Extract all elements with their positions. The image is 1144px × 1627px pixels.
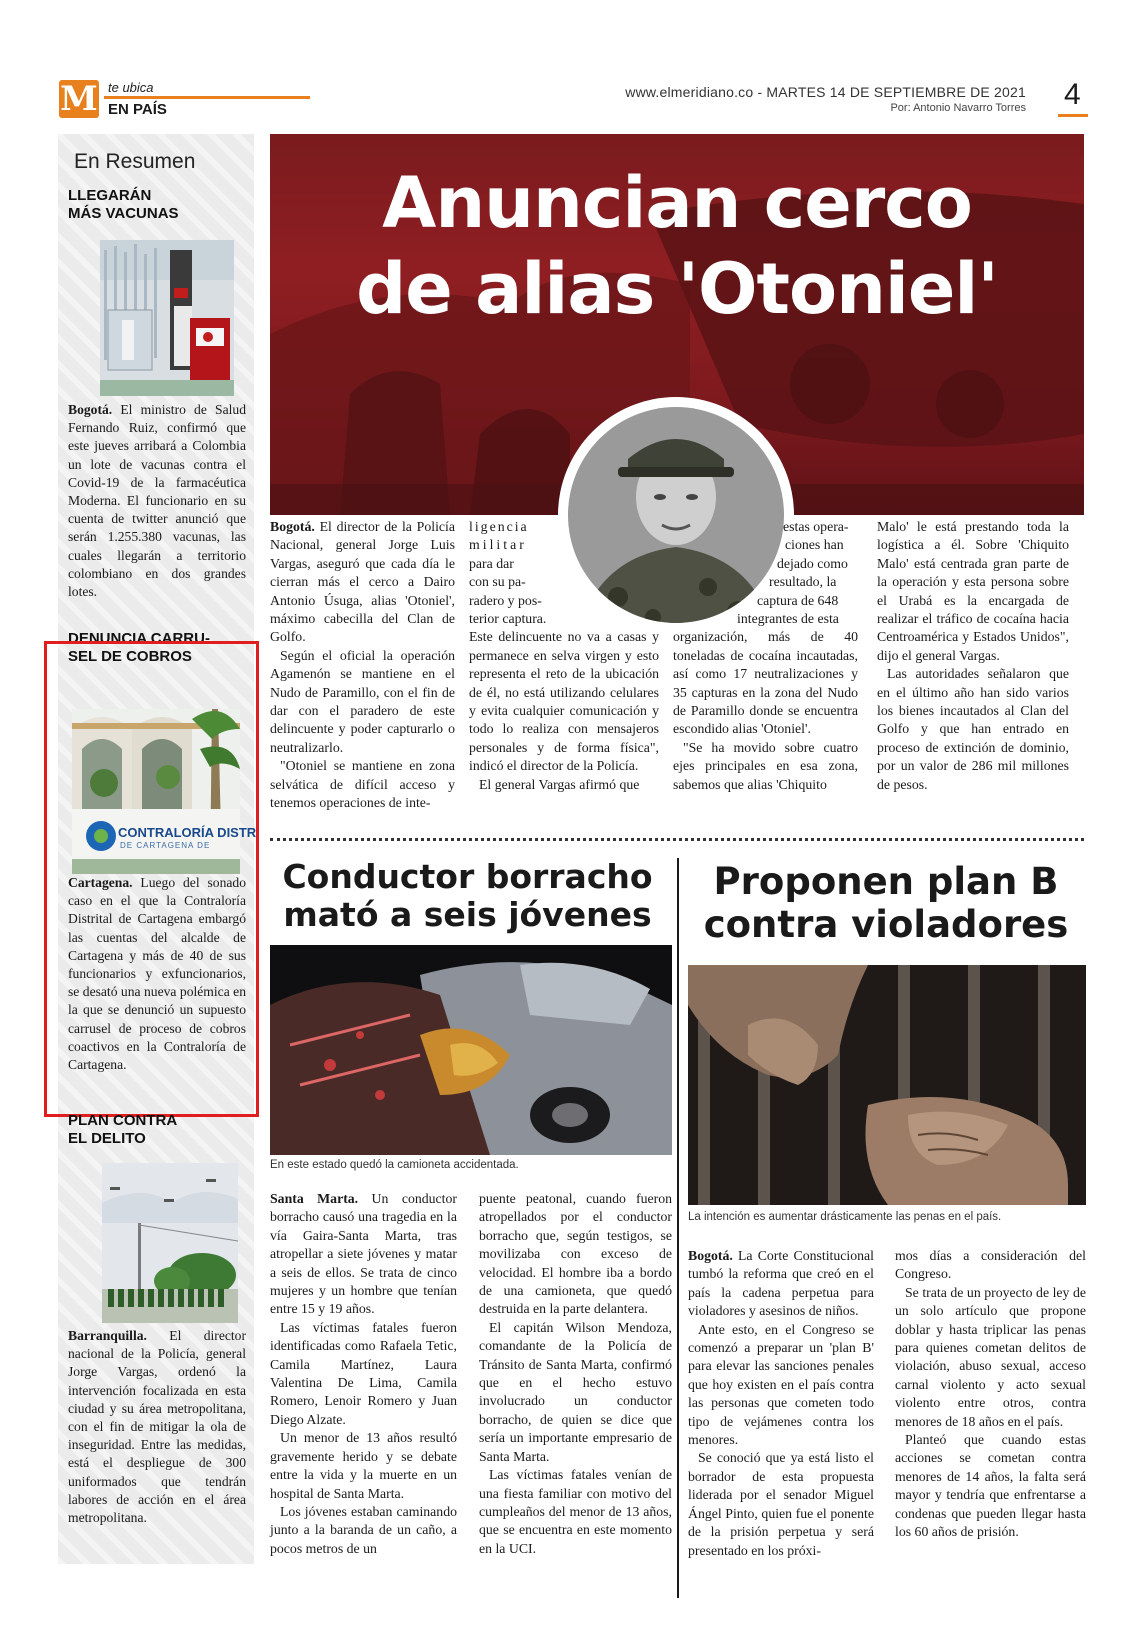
wrap-line: integrantes de esta xyxy=(737,611,839,627)
headline-line: Conductor borracho xyxy=(282,857,653,896)
heading-line: PLAN CONTRA xyxy=(68,1112,178,1129)
wrap-lines xyxy=(783,518,858,536)
paragraph: Este delincuente no va a casas y permanece en selva virgen y esto representa el reto de la ubicación de él, no está utilizando celulares y evita cualquier comunicación y todo lo realiza con mensajeros personales y de forma física", indicó el director de la Policía. xyxy=(469,629,659,774)
body-text: Un conductor borracho causó una tragedia en la vía Gaira-Santa Marta, tras atropellar a siete jóvenes y matar a seis de ellos. Se trata de cinco mujeres y un hombre que tenían entre 15 y 19 años. xyxy=(270,1191,457,1317)
paragraph: Un menor de 13 años resultó gravemente herido y se debate entre la vida y la muerte en un hospital de Santa Marta. xyxy=(270,1430,457,1501)
paragraph: Se trata de un proyecto de ley de un solo artículo que propone doblar y hasta triplicar las penas para quienes cometan delitos de violación, abuso sexual, acceso carnal violento y acto sexual violento entre otros, contra menores de 18 años en el país. xyxy=(895,1284,1086,1429)
section-name: EN PAÍS xyxy=(108,101,167,118)
conductor-column-1 xyxy=(270,1190,457,1558)
lead-column-3 xyxy=(673,518,858,794)
paragraph xyxy=(688,1247,874,1321)
highlight-frame xyxy=(44,641,259,1117)
paragraph: Según el oficial la operación Agamenón se mantiene en el Nudo de Paramillo, con el fin de dar con el paradero de este delincuente y poder capturarlo o neutralizarlo. xyxy=(270,647,455,755)
heading-line: LLEGARÁN xyxy=(68,187,152,204)
wrap-line: ciones han xyxy=(785,537,844,553)
paragraph: Los jóvenes estaban caminando junto a la baranda de un caño, a pocos metros de un xyxy=(270,1503,457,1556)
contraloria-sign-subtext: DE CARTAGENA DE xyxy=(120,841,211,850)
body-text: El director de la Policía Nacional, general Jorge Luis Vargas, aseguró que cada día le cierran más el cerco a Dairo Antonio Úsuga, alias 'Otoniel', máximo cabecilla del Clan de Golfo. xyxy=(270,519,455,645)
paragraph xyxy=(270,1190,457,1319)
wrap-lines xyxy=(469,518,557,628)
page-dateline: www.elmeridiano.co - MARTES 14 DE SEPTIEMBRE DE 2021 xyxy=(625,84,1026,100)
wrap-line: estas opera- xyxy=(783,519,849,534)
headline-line: contra violadores xyxy=(703,903,1069,946)
paragraph: Las víctimas fatales venían de una fiesta familiar con motivo del cumpleaños del menor de 13 años, que se encuentra en este momento en la UCI. xyxy=(479,1467,672,1556)
wrap-line: captura de 648 xyxy=(757,592,839,608)
heading-line: DENUNCIA CARRU- xyxy=(68,630,210,647)
paragraph: puente peatonal, cuando fueron atropellados por el conductor borracho que, según testigos, se movilizaba con exceso de velocidad. El hombre iba a bordo de una camioneta, que quedó destruida en la parte delantera. xyxy=(479,1191,672,1317)
crashed-truck-drawing xyxy=(270,945,672,1155)
heading-line: MÁS VACUNAS xyxy=(68,205,179,222)
violadores-column-2 xyxy=(895,1247,1086,1542)
story-headline-violadores xyxy=(686,860,1086,946)
hands-bars-photo xyxy=(688,965,1086,1205)
paragraph: El capitán Wilson Mendoza, comandante de la Policía de Tránsito de Santa Marta, confirmó que en el hecho estuvo involucrado un conductor borracho, de quien se dice que sería un importante empresario de Santa Marta. xyxy=(479,1319,672,1464)
wrap-line: resultado, la xyxy=(769,574,837,590)
heading-line: SEL DE COBROS xyxy=(68,648,192,665)
paragraph: Se conoció que ya está listo el borrador de esta propuesta liderada por el senador Miguel Ángel Pinto, quien fue el ponente de la prisión perpetua y será presentado en los próxi- xyxy=(688,1450,874,1558)
dateline: Bogotá. xyxy=(68,402,113,417)
paragraph: "Otoniel se mantiene en zona selvática de difícil acceso y tenemos operaciones de inte- xyxy=(270,758,455,811)
headline-line: Proponen plan B xyxy=(713,860,1059,903)
paragraph: El general Vargas afirmó que xyxy=(479,776,640,792)
dateline: Santa Marta. xyxy=(270,1191,359,1206)
section-divider xyxy=(270,838,1084,841)
sidebar-item-text-plan-delito xyxy=(68,1327,246,1527)
paragraph xyxy=(270,518,455,647)
lead-column-4 xyxy=(877,518,1069,794)
page-number: 4 xyxy=(1064,78,1081,111)
body-text: El ministro de Salud Fernando Ruiz, confirmó que este jueves arribará a Colombia un lote de vacunas contra el Covid-19 de la farmacéutica Moderna. El funcionario en su cuenta de twitter anunció que serán 1.255.380 vacunas, las cuales llegarán a territorio colombiano en dos grandes lotes. xyxy=(68,402,246,600)
body-text: Luego del sonado caso en el que la Contraloría Distrital de Cartagena embargó las cuentas del alcalde de Cartagena y más de 40 de sus funcionarios y exfuncionarios, se desató una nueva polémica en la que se denunció un supuesto carrusel de proceso de cobros coactivos en la Contraloría de Cartagena. xyxy=(68,875,246,1073)
crashed-truck-photo xyxy=(270,945,672,1155)
sidebar-item-heading-vacunas xyxy=(68,187,248,223)
police-deployment-photo xyxy=(102,1163,238,1323)
page-number-rule xyxy=(1058,114,1088,117)
sidebar-title: En Resumen xyxy=(74,150,196,173)
page-byline: Por: Antonio Navarro Torres xyxy=(890,102,1026,114)
body-text: El director nacional de la Policía, general Jorge Vargas, ordenó la intervención focalizada en esta ciudad y su área metropolitana, con el fin de mitigar la ola de inseguridad. Entre las medidas, está el despliegue de 300 uniformados que tendrán labores de acción en el área metropolitana. xyxy=(68,1328,246,1526)
lead-column-1 xyxy=(270,518,455,813)
hands-bars-drawing xyxy=(688,965,1086,1205)
kicker-rule xyxy=(104,96,310,99)
paragraph: mos días a consideración del Congreso. xyxy=(895,1248,1086,1282)
column-divider xyxy=(677,858,679,1598)
photo-caption-violadores: La intención es aumentar drásticamente las penas en el país. xyxy=(688,1211,1002,1223)
paragraph: Las autoridades señalaron que en el último año han sido varios los bienes incautados al Clan del Golfo y que han entrado en proceso de extinción de dominio, por un valor de 286 mil millones de pesos. xyxy=(877,666,1069,792)
wrap-line: ligencia xyxy=(469,519,529,534)
sidebar-item-text-vacunas xyxy=(68,401,246,601)
story-headline-conductor xyxy=(270,858,665,934)
vaccine-warehouse-photo xyxy=(100,240,234,396)
paragraph: organización, más de 40 toneladas de cocaína incautadas, así como 17 neutralizaciones y 35 capturas en la zona del Nudo de Paramillo donde se encuentra escondido alias 'Otoniel'. xyxy=(673,629,858,737)
lead-headline xyxy=(270,160,1084,332)
dateline: Cartagena. xyxy=(68,875,133,890)
paragraph: Planteó que cuando estas acciones se cometan contra menores de 14 años, la falta será mayor y tendría que enfrentarse a condenas que pueden llegar hasta los 60 años de prisión. xyxy=(895,1432,1086,1540)
dateline: Bogotá. xyxy=(688,1248,733,1263)
contraloria-sign-text: CONTRALORÍA DISTRI xyxy=(118,825,260,840)
wrap-line: militar xyxy=(469,537,527,553)
paragraph: Malo' le está prestando toda la logística a él. Sobre 'Chiquito Malo' está centrada gran parte de la operación y esta persona sobre el Urabá es la encargada de realizar el tráfico de cocaína hacia Centroamérica y Estados Unidos", dijo el general Vargas. xyxy=(877,519,1069,663)
dateline: Barranquilla. xyxy=(68,1328,147,1343)
headline-line: de alias 'Otoniel' xyxy=(356,248,998,330)
paragraph: Las víctimas fatales fueron identificadas como Rafaela Tetic, Camila Martínez, Laura Valentina De Lima, Camila Romero, Lenoir Romero y Juan Diego Alzate. xyxy=(270,1319,457,1427)
lead-column-2 xyxy=(469,518,659,794)
wrap-line: dejado como xyxy=(777,555,848,571)
heading-line: EL DELITO xyxy=(68,1130,146,1147)
headline-line: Anuncian cerco xyxy=(382,162,972,244)
headline-line: mató a seis jóvenes xyxy=(283,895,652,934)
sidebar-item-heading-plan-delito xyxy=(68,1112,248,1148)
section-kicker: te ubica xyxy=(108,80,154,95)
wrap-line: radero y pos- xyxy=(469,592,542,608)
conductor-column-2 xyxy=(479,1190,672,1558)
wrap-line: terior captura. xyxy=(469,611,547,627)
photo-caption-conductor: En este estado quedó la camioneta accidentada. xyxy=(270,1159,519,1171)
wrap-line: para dar xyxy=(469,555,514,571)
dateline: Bogotá. xyxy=(270,519,315,534)
newspaper-logo: M xyxy=(60,79,98,119)
wrap-line: con su pa- xyxy=(469,574,526,590)
body-text: La Corte Constitucional tumbó la reforma que creó en el país la cadena perpetua para violadores y asesinos de niños. xyxy=(688,1248,874,1319)
paragraph: "Se ha movido sobre cuatro ejes principales en esa zona, sabemos que alias 'Chiquito xyxy=(673,739,858,792)
violadores-column-1 xyxy=(688,1247,874,1560)
paragraph: Ante esto, en el Congreso se comenzó a preparar un 'plan B' para elevar las sanciones penales que hoy existen en el país contra las personas que cometen todo tipo de vejámenes contra los menores. xyxy=(688,1321,874,1448)
